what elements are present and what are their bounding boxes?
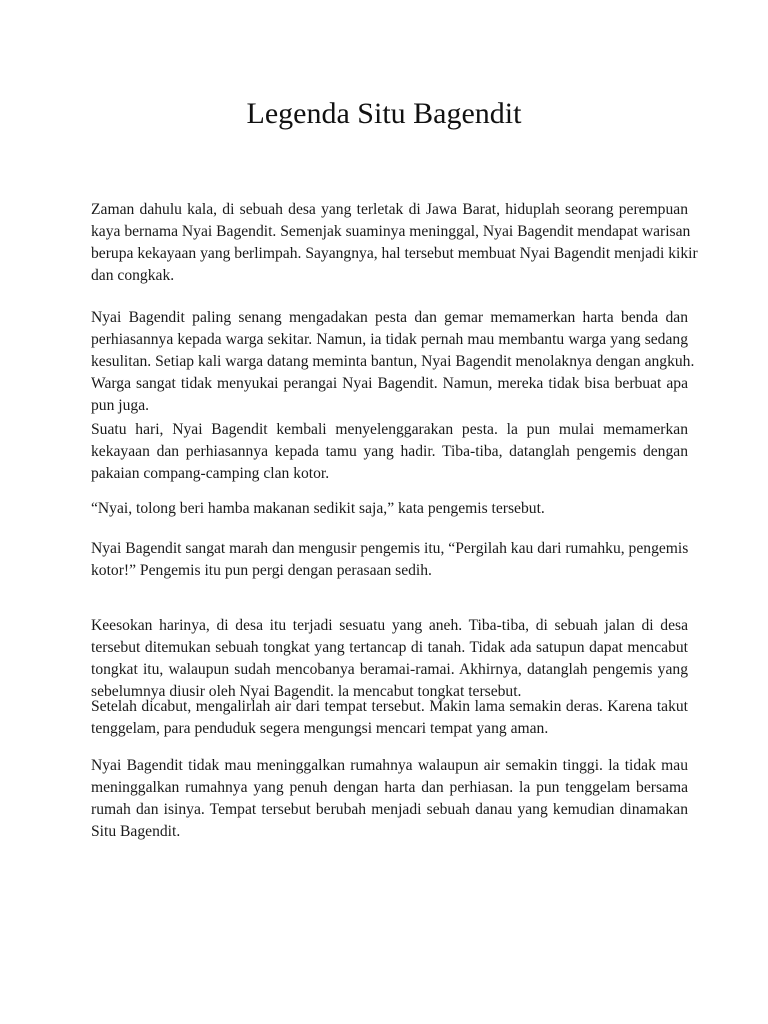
paragraph-line: Warga sangat tidak menyukai perangai Nyai Bagendit. Namun, mereka tidak bisa berbuat apa bbox=[91, 375, 688, 392]
paragraph-line: “Nyai, tolong beri hamba makanan sedikit saja,” kata pengemis tersebut. bbox=[91, 500, 545, 517]
paragraph bbox=[91, 696, 688, 740]
paragraph-line: Suatu hari, Nyai Bagendit kembali menyelenggarakan pesta. la pun mulai memamerkan bbox=[91, 421, 688, 438]
paragraph-line: kesulitan. Setiap kali warga datang meminta bantun, Nyai Bagendit menolaknya dengan angkuh. bbox=[91, 353, 695, 370]
paragraph-line: tersebut ditemukan sebuah tongkat yang tertancap di tanah. Tidak ada satupun dapat mencabut bbox=[91, 639, 688, 656]
paragraph bbox=[91, 538, 688, 582]
paragraph-line: Keesokan harinya, di desa itu terjadi sesuatu yang aneh. Tiba-tiba, di sebuah jalan di desa bbox=[91, 617, 688, 634]
paragraph-line: Zaman dahulu kala, di sebuah desa yang terletak di Jawa Barat, hiduplah seorang perempuan bbox=[91, 201, 688, 218]
paragraph bbox=[91, 498, 688, 520]
paragraph bbox=[91, 755, 688, 843]
paragraph-line: perhiasannya kepada warga sekitar. Namun, ia tidak pernah mau membantu warga yang sedang bbox=[91, 331, 688, 348]
paragraph-line: Setelah dicabut, mengalirlah air dari tempat tersebut. Makin lama semakin deras. Karena takut bbox=[91, 698, 688, 715]
paragraph-line: rumah dan isinya. Tempat tersebut berubah menjadi sebuah danau yang kemudian dinamakan bbox=[91, 801, 688, 818]
paragraph-line: pun juga. bbox=[91, 397, 150, 414]
paragraph bbox=[91, 419, 688, 485]
document-title: Legenda Situ Bagendit bbox=[246, 97, 522, 130]
paragraph-line: tongkat itu, walaupun sudah mencobanya beramai-ramai. Akhirnya, datanglah pengemis yang bbox=[91, 661, 688, 678]
paragraph-line: sebelumnya diusir oleh Nyai Bagendit. la mencabut tongkat tersebut. bbox=[91, 683, 522, 700]
paragraph-line: Nyai Bagendit sangat marah dan mengusir pengemis itu, “Pergilah kau dari rumahku, pengemis bbox=[91, 540, 689, 557]
paragraph-line: Situ Bagendit. bbox=[91, 823, 181, 840]
paragraph-line: Nyai Bagendit tidak mau meninggalkan rumahnya walaupun air semakin tinggi. la tidak mau bbox=[91, 757, 688, 774]
paragraph-line: meninggalkan rumahnya yang penuh dengan harta dan perhiasan. la pun tenggelam bersama bbox=[91, 779, 688, 796]
paragraph bbox=[91, 307, 695, 417]
paragraph-line: Nyai Bagendit paling senang mengadakan pesta dan gemar memamerkan harta benda dan bbox=[91, 309, 688, 326]
paragraph bbox=[91, 615, 688, 703]
paragraph-line: tenggelam, para penduduk segera mengungsi mencari tempat yang aman. bbox=[91, 720, 549, 737]
paragraph bbox=[91, 199, 698, 287]
paragraph-line: kaya bernama Nyai Bagendit. Semenjak suaminya meninggal, Nyai Bagendit mendapat warisan bbox=[91, 223, 691, 240]
paragraph-line: pakaian compang-camping clan kotor. bbox=[91, 465, 330, 482]
paragraph-line: kotor!” Pengemis itu pun pergi dengan perasaan sedih. bbox=[91, 562, 432, 579]
paragraph-line: kekayaan dan perhiasannya kepada tamu yang hadir. Tiba-tiba, datanglah pengemis dengan bbox=[91, 443, 688, 460]
paragraph-line: dan congkak. bbox=[91, 267, 175, 284]
paragraph-line: berupa kekayaan yang berlimpah. Sayangnya, hal tersebut membuat Nyai Bagendit menjadi kikir bbox=[91, 245, 698, 262]
